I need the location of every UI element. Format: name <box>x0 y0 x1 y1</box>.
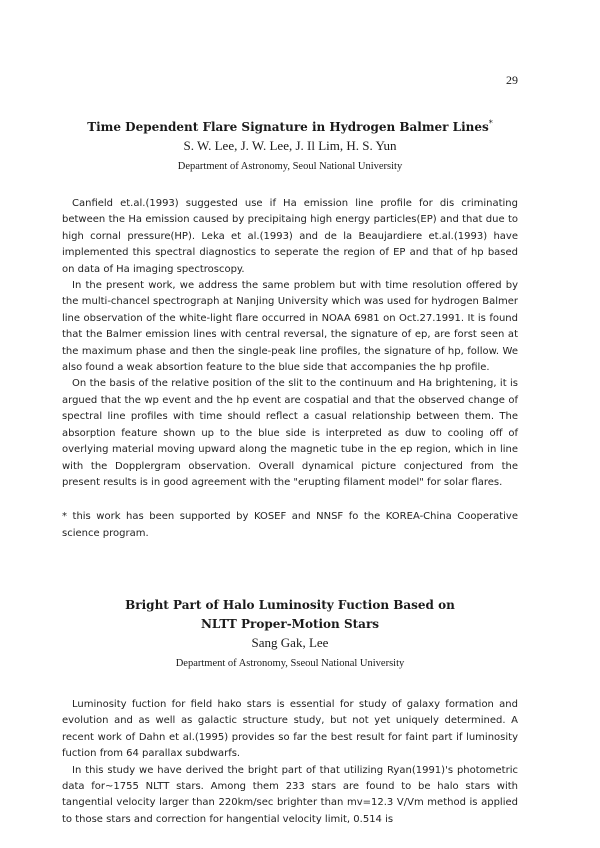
author-list: S. W. Lee, J. W. Lee, J. Il Lim, H. S. Yun <box>183 138 397 153</box>
author-list: Sang Gak, Lee <box>251 635 329 650</box>
title-footnote-mark: * <box>488 119 493 128</box>
abstract-body <box>62 196 518 491</box>
page-number: 29 <box>506 73 518 87</box>
abstract-title: Time Dependent Flare Signature in Hydrogen Balmer Lines* <box>87 119 493 134</box>
abstract-body <box>62 697 518 828</box>
abstract-title-line-2: NLTT Proper-Motion Stars <box>200 617 380 631</box>
abstract-title-line-1: Bright Part of Halo Luminosity Fuction Based on <box>125 598 455 612</box>
paragraph: Luminosity fuction for field hako stars is essential for study of galaxy formation and evolution and as well as galactic structure study, but not yet uniquely determined. A recent work of Dahn et al.(1995) provides so far the best result for faint part if luminosity fuction from 64 parallax subdwarfs. <box>62 699 518 760</box>
footnote: * this work has been supported by KOSEF and NNSF fo the KOREA-China Cooperative science program. <box>62 511 518 539</box>
affiliation: Department of Astronomy, Seoul National University <box>177 161 403 172</box>
paragraph: In this study we have derived the bright part of that utilizing Ryan(1991)'s photometric data for~1755 NLTT stars. Among them 233 stars are found to be halo stars with tangential velocity larger than 220km/sec brighter than mv=12.3 V/Vm method is applied to those stars and correction for hangential velocity limit, 0.514 is <box>62 764 518 825</box>
paragraph: Canfield et.al.(1993) suggested use if Ha emission line profile for dis criminating between the Ha emission caused by precipitaing high energy particles(EP) and that due to high cornal pressure(HP). Leka et al.(1993) and de la Beaujardiere et.al.(1993) have implemented this spectral diagnostics to seperate the region of EP and that of hp based on data of Ha imaging spectroscopy. <box>62 198 518 275</box>
abstract-halo-luminosity <box>62 596 518 828</box>
paragraph: In the present work, we address the same problem but with time resolution offered by the multi-chancel spectrograph at Nanjing University which was used for hydrogen Balmer line observation of the white-light flare occurred in NOAA 6981 on Oct.27.1991. It is found that the Balmer emission lines with central reversal, the signature of ep, are forst seen at the maximum phase and then the single-peak line profiles, the signature of hp, follow. We also found a weak absortion feature to the blue side that accompanies the hp profile. <box>62 280 518 374</box>
abstract-flare-signature <box>62 114 518 542</box>
affiliation: Department of Astronomy, Sseoul National University <box>175 658 405 669</box>
paragraph: On the basis of the relative position of the slit to the continuum and Ha brightening, it is argued that the wp event and the hp event are cospatial and that the observed change of spectral line profiles with time should reflect a casual relationship between them. The absorption feature shown up to the blue side is interpreted as duw to cooling off of overlying material moving upward along the magnetic tube in the ep region, which in line with the Dopplergram observation. Overall dynamical picture conjectured from the present results is in good agreement with the "erupting filament model" for solar flares. <box>62 378 518 488</box>
